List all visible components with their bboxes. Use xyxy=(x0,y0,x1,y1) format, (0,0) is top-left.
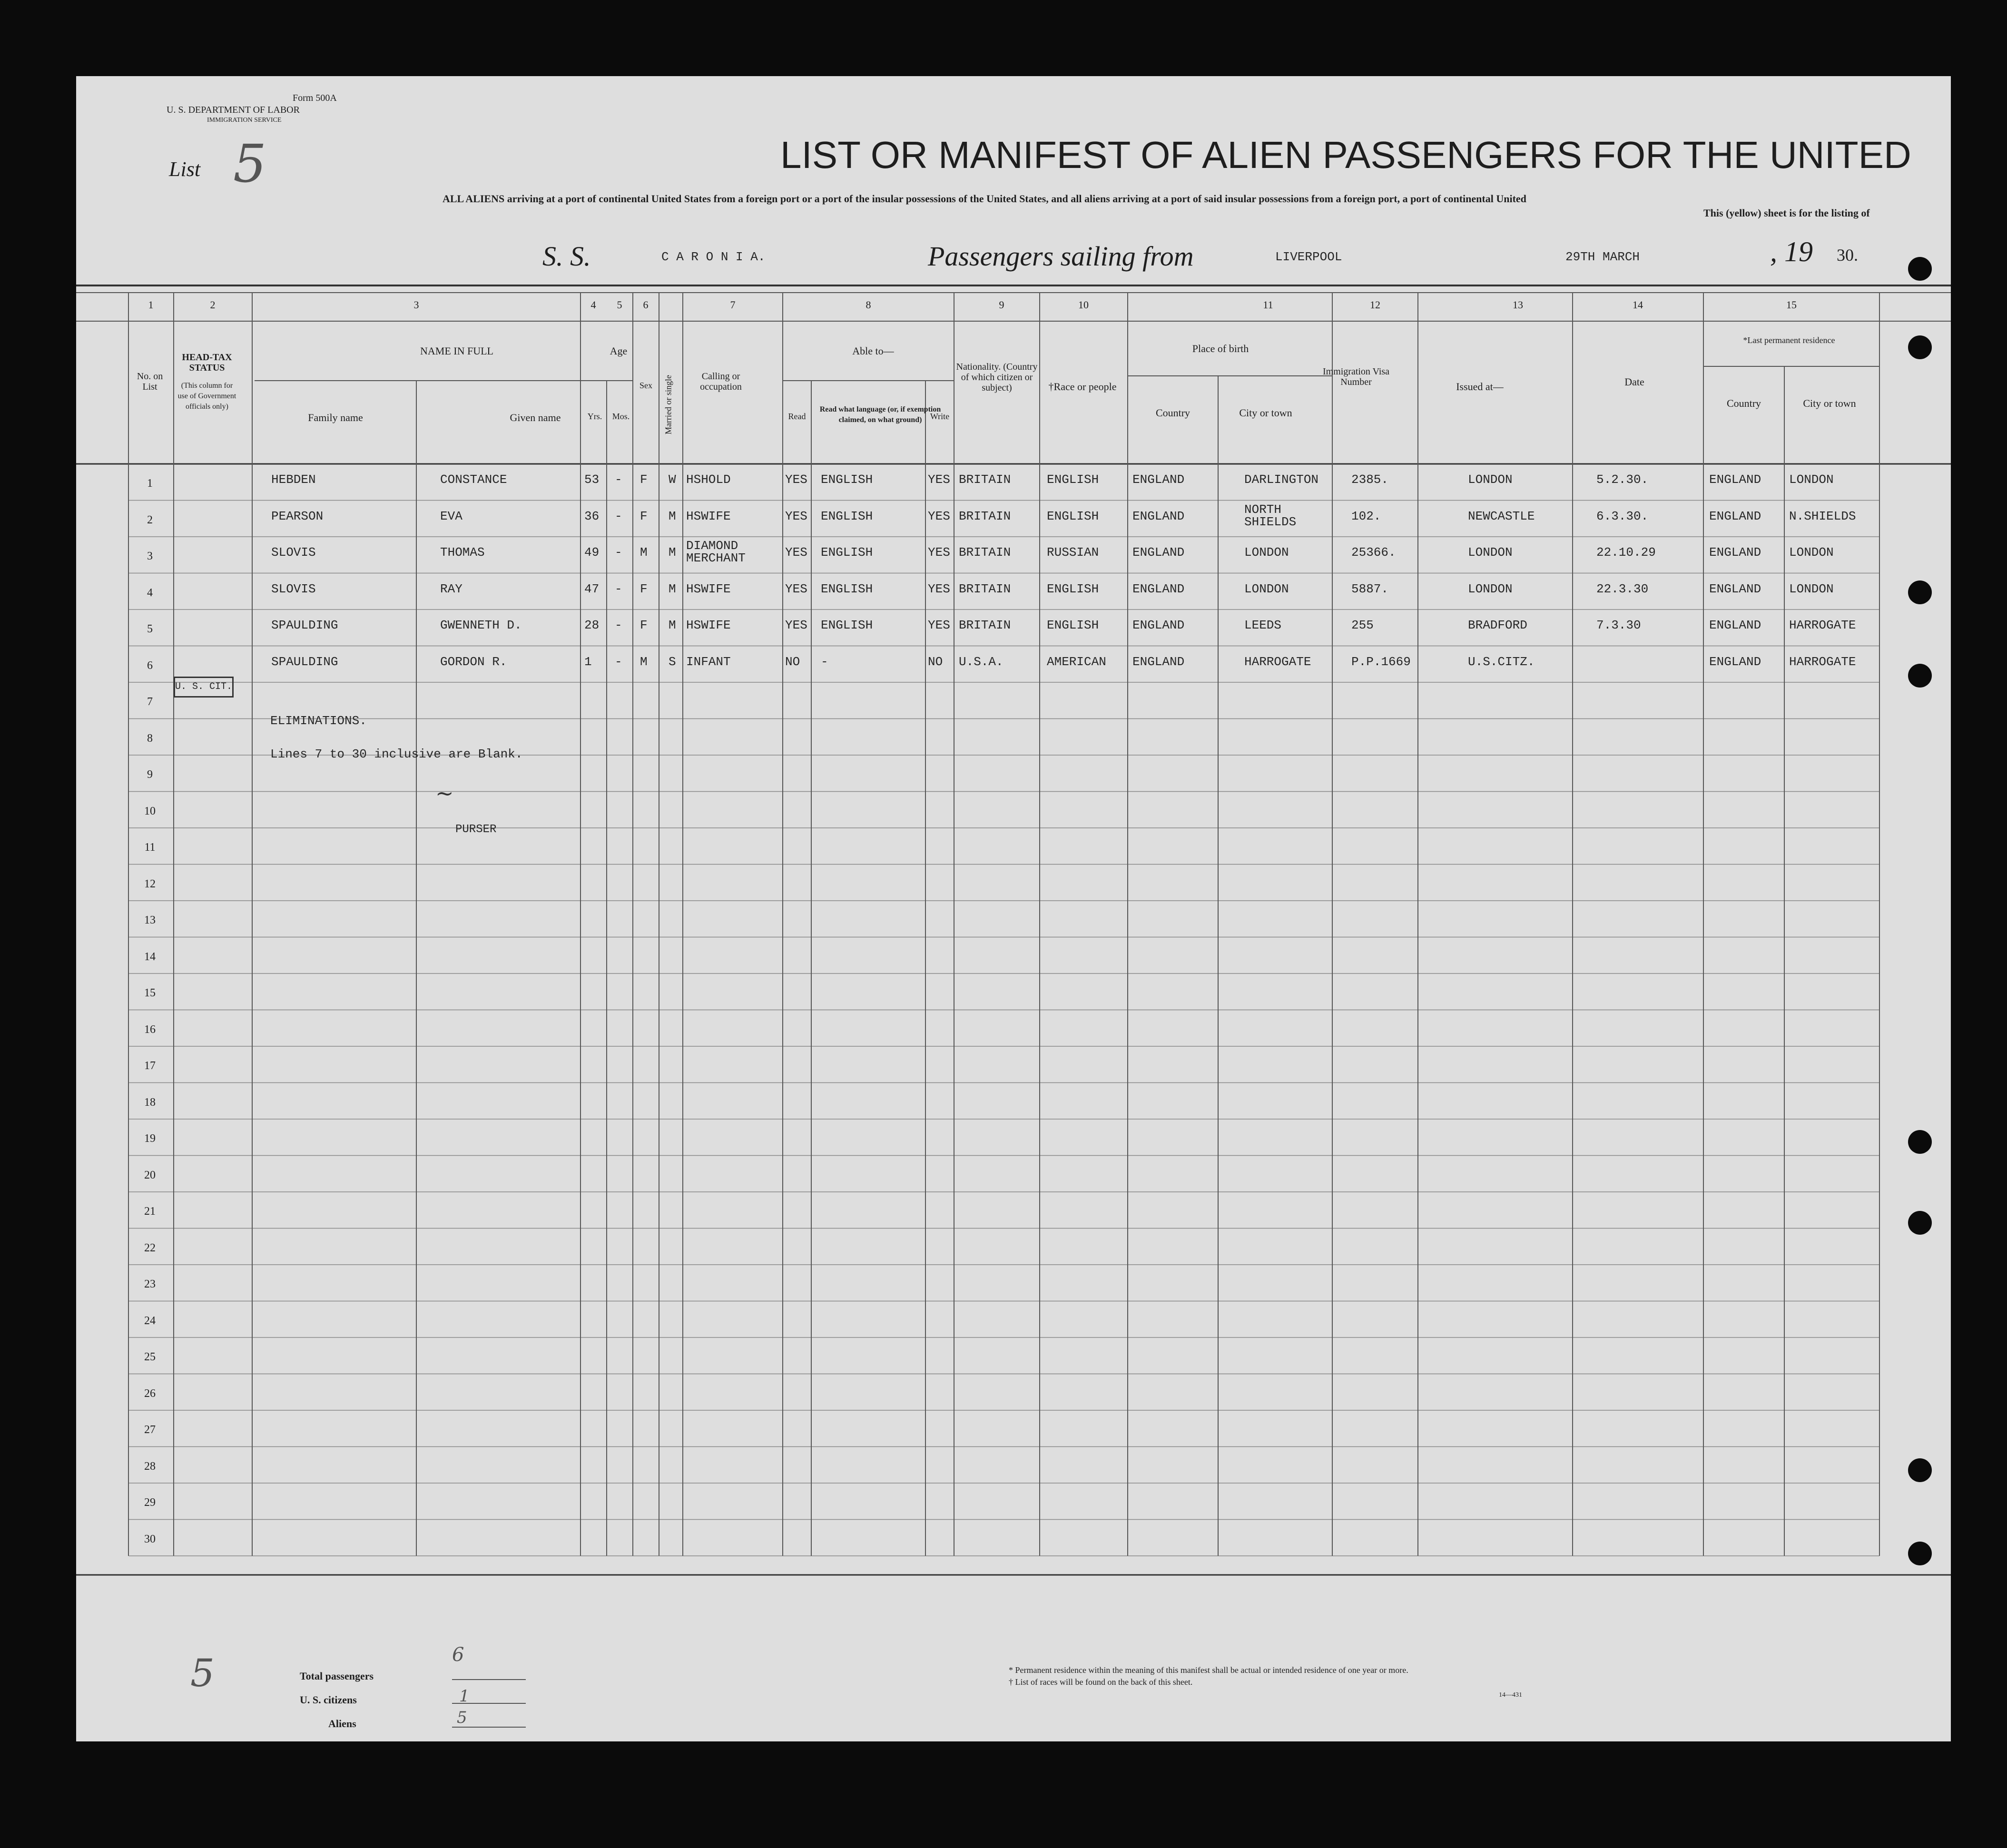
column-number: 15 xyxy=(1786,299,1797,311)
cell-sex: F xyxy=(640,472,648,487)
row-number: 10 xyxy=(144,805,156,817)
cell-issued: BRADFORD xyxy=(1468,618,1527,632)
departure-port: LIVERPOOL xyxy=(1275,250,1342,264)
cell-nationality: U.S.A. xyxy=(959,654,1004,669)
row-number: 5 xyxy=(147,623,153,635)
cell-write: YES xyxy=(928,545,950,560)
cell-nationality: BRITAIN xyxy=(959,509,1011,523)
binder-hole xyxy=(1908,1458,1932,1482)
cell-status: M xyxy=(669,509,676,523)
us-citizens-label: U. S. citizens xyxy=(300,1694,357,1706)
column-number: 6 xyxy=(643,299,649,311)
cell-read: YES xyxy=(785,472,807,487)
cell-family: SLOVIS xyxy=(271,581,316,596)
row-number: 30 xyxy=(144,1533,156,1545)
column-number: 4 xyxy=(590,299,596,311)
manifest-sheet xyxy=(76,76,1951,1741)
row-number: 12 xyxy=(144,877,156,890)
header-head-tax: HEAD-TAX STATUS xyxy=(182,352,232,373)
column-number: 1 xyxy=(148,299,154,311)
cell-issued: U.S.CITZ. xyxy=(1468,654,1535,669)
cell-read: YES xyxy=(785,618,807,632)
header-visa: Immigration Visa Number xyxy=(1322,366,1390,387)
cell-mos: - xyxy=(615,654,622,669)
header-able-to: Able to— xyxy=(852,345,894,357)
header-res-city: City or town xyxy=(1803,397,1856,409)
column-number: 8 xyxy=(866,299,871,311)
cell-birth-city: LONDON xyxy=(1244,545,1289,560)
corner-mark: 5 xyxy=(190,1651,215,1695)
binder-hole xyxy=(1908,1542,1932,1565)
cell-res-country: ENGLAND xyxy=(1709,472,1761,487)
cell-status: M xyxy=(669,581,676,596)
cell-res-country: ENGLAND xyxy=(1709,545,1761,560)
list-number: 5 xyxy=(233,133,266,194)
cell-given: RAY xyxy=(440,581,462,596)
cell-read: YES xyxy=(785,581,807,596)
cell-given: EVA xyxy=(440,509,462,523)
header-name-in-full: NAME IN FULL xyxy=(420,345,493,357)
header-nationality: Nationality. (Country of which citizen or subject) xyxy=(956,362,1038,393)
cell-write: YES xyxy=(928,472,950,487)
row-number: 26 xyxy=(144,1387,156,1400)
cell-res-country: ENGLAND xyxy=(1709,509,1761,523)
row-number: 27 xyxy=(144,1424,156,1436)
column-number: 9 xyxy=(999,299,1004,311)
cell-birth-country: ENGLAND xyxy=(1132,509,1185,523)
cell-nationality: BRITAIN xyxy=(959,545,1011,560)
cell-status: W xyxy=(669,472,676,487)
binder-hole xyxy=(1908,580,1932,604)
header-read-language: Read what language (or, if exemption claimed, on what ground) xyxy=(819,405,941,424)
row-number: 6 xyxy=(147,659,153,672)
year-label: , 19 xyxy=(1770,236,1813,267)
subtitle-line2: This (yellow) sheet is for the listing of xyxy=(1703,207,1870,219)
cell-write: NO xyxy=(928,654,943,669)
cell-res-city: HARROGATE xyxy=(1789,654,1856,669)
service-label: IMMIGRATION SERVICE xyxy=(207,117,282,124)
cell-birth-country: ENGLAND xyxy=(1132,472,1185,487)
cell-visa: P.P.1669 xyxy=(1351,654,1411,669)
page-title: LIST OR MANIFEST OF ALIEN PASSENGERS FOR THE UNITED xyxy=(780,134,1911,176)
cell-visa: 255 xyxy=(1351,618,1374,632)
cell-read: YES xyxy=(785,545,807,560)
header-write: Write xyxy=(930,412,950,421)
row-number: 7 xyxy=(147,696,153,708)
purser-label: PURSER xyxy=(455,823,497,836)
cell-language: ENGLISH xyxy=(821,545,873,560)
cell-family: PEARSON xyxy=(271,509,324,523)
cell-read: NO xyxy=(785,654,800,669)
row-number: 15 xyxy=(144,987,156,999)
cell-occupation: HSWIFE xyxy=(686,509,731,523)
cell-birth-city: DARLINGTON xyxy=(1244,472,1319,487)
cell-visa: 5887. xyxy=(1351,581,1389,596)
cell-write: YES xyxy=(928,581,950,596)
row-number: 3 xyxy=(147,550,153,562)
cell-nationality: BRITAIN xyxy=(959,472,1011,487)
cell-issued: LONDON xyxy=(1468,581,1513,596)
cell-sex: F xyxy=(640,509,648,523)
cell-sex: F xyxy=(640,581,648,596)
cell-res-country: ENGLAND xyxy=(1709,581,1761,596)
row-number: 28 xyxy=(144,1460,156,1473)
cell-race: RUSSIAN xyxy=(1047,545,1099,560)
cell-sex: F xyxy=(640,618,648,632)
cell-res-country: ENGLAND xyxy=(1709,618,1761,632)
list-label: List xyxy=(169,157,201,181)
row-number: 25 xyxy=(144,1351,156,1363)
header-given-name: Given name xyxy=(510,412,561,423)
row-number: 16 xyxy=(144,1023,156,1036)
cell-given: THOMAS xyxy=(440,545,485,560)
cell-yrs: 47 xyxy=(584,581,600,596)
binder-hole xyxy=(1908,1211,1932,1235)
column-number: 2 xyxy=(210,299,216,311)
cell-status: M xyxy=(669,618,676,632)
binder-hole xyxy=(1908,664,1932,688)
subtitle-line1: ALL ALIENS arriving at a port of continental United States from a foreign port or a port of the insular possessions of the United States, and all aliens arriving at a port of said insular possessions from a foreign port, a port of continental United xyxy=(443,193,1526,205)
header-married: Married or single xyxy=(663,375,673,434)
cell-res-city: LONDON xyxy=(1789,581,1834,596)
header-read: Read xyxy=(788,412,806,421)
cell-res-country: ENGLAND xyxy=(1709,654,1761,669)
cell-sex: M xyxy=(640,654,648,669)
cell-res-city: LONDON xyxy=(1789,545,1834,560)
cell-nationality: BRITAIN xyxy=(959,581,1011,596)
cell-yrs: 1 xyxy=(584,654,592,669)
sailing-label: Passengers sailing from xyxy=(928,241,1194,272)
cell-visa-date: 6.3.30. xyxy=(1596,509,1649,523)
column-number: 12 xyxy=(1370,299,1380,311)
row-number: 29 xyxy=(144,1496,156,1509)
cell-res-city: HARROGATE xyxy=(1789,618,1856,632)
header-race: †Race or people xyxy=(1048,381,1117,393)
cell-birth-country: ENGLAND xyxy=(1132,618,1185,632)
row-number: 21 xyxy=(144,1205,156,1218)
cell-race: ENGLISH xyxy=(1047,509,1099,523)
cell-family: SLOVIS xyxy=(271,545,316,560)
cell-birth-city: LONDON xyxy=(1244,581,1289,596)
cell-birth-country: ENGLAND xyxy=(1132,545,1185,560)
column-number: 13 xyxy=(1513,299,1523,311)
row-number: 4 xyxy=(147,586,153,599)
cell-race: ENGLISH xyxy=(1047,472,1099,487)
cell-birth-city: LEEDS xyxy=(1244,618,1282,632)
total-passengers-label: Total passengers xyxy=(300,1670,374,1682)
binder-hole xyxy=(1908,335,1932,359)
cell-sex: M xyxy=(640,545,648,560)
binder-hole xyxy=(1908,257,1932,281)
cell-write: YES xyxy=(928,618,950,632)
cell-visa: 25366. xyxy=(1351,545,1396,560)
cell-yrs: 53 xyxy=(584,472,600,487)
header-birth-country: Country xyxy=(1155,407,1190,419)
cell-mos: - xyxy=(615,545,622,560)
row-number: 20 xyxy=(144,1169,156,1181)
header-family-name: Family name xyxy=(308,412,363,423)
cell-mos: - xyxy=(615,509,622,523)
department-label: U. S. DEPARTMENT OF LABOR xyxy=(167,105,300,115)
column-number: 3 xyxy=(413,299,419,311)
cell-family: HEBDEN xyxy=(271,472,316,487)
cell-language: ENGLISH xyxy=(821,472,873,487)
row-number: 17 xyxy=(144,1060,156,1072)
column-number: 5 xyxy=(617,299,622,311)
sailing-date: 29TH MARCH xyxy=(1565,250,1640,264)
ship-name: C A R O N I A. xyxy=(661,250,766,264)
cell-birth-country: ENGLAND xyxy=(1132,581,1185,596)
purser-signature: ~ xyxy=(435,780,454,806)
header-no-on-list: No. on List xyxy=(137,371,163,392)
row-number: 22 xyxy=(144,1241,156,1254)
row-number: 24 xyxy=(144,1314,156,1327)
cell-yrs: 36 xyxy=(584,509,600,523)
table-rules xyxy=(76,76,1951,1741)
header-issued-at: Issued at— xyxy=(1456,381,1504,393)
cell-read: YES xyxy=(785,509,807,523)
header-head-tax-note: (This column for use of Government officials only) xyxy=(177,382,236,411)
header-last-residence: *Last permanent residence xyxy=(1743,335,1835,345)
cell-birth-city: HARROGATE xyxy=(1244,654,1311,669)
cell-write: YES xyxy=(928,509,950,523)
cell-family: SPAULDING xyxy=(271,654,338,669)
row-number: 9 xyxy=(147,768,153,781)
eliminations-note: ELIMINATIONS. xyxy=(270,714,367,728)
blank-lines-note: Lines 7 to 30 inclusive are Blank. xyxy=(270,747,523,761)
cell-occupation: HSWIFE xyxy=(686,581,731,596)
column-number: 11 xyxy=(1263,299,1273,311)
cell-visa: 2385. xyxy=(1351,472,1389,487)
header-age: Age xyxy=(610,345,628,357)
cell-given: CONSTANCE xyxy=(440,472,507,487)
cell-issued: LONDON xyxy=(1468,545,1513,560)
cell-occupation: INFANT xyxy=(686,654,731,669)
cell-language: - xyxy=(821,654,828,669)
cell-birth-country: ENGLAND xyxy=(1132,654,1185,669)
cell-issued: NEWCASTLE xyxy=(1468,509,1535,523)
row-number: 1 xyxy=(147,477,153,490)
column-number: 10 xyxy=(1078,299,1089,311)
cell-visa-date: 22.10.29 xyxy=(1596,545,1656,560)
cell-status: S xyxy=(669,654,676,669)
cell-visa-date: 7.3.30 xyxy=(1596,618,1641,632)
aliens-value: 5 xyxy=(457,1708,467,1727)
cell-language: ENGLISH xyxy=(821,581,873,596)
cell-birth-city: NORTH SHIELDS xyxy=(1244,502,1297,529)
cell-race: ENGLISH xyxy=(1047,618,1099,632)
footnote-residence: * Permanent residence within the meaning of this manifest shall be actual or intended residence of one year or more. xyxy=(1009,1665,1408,1675)
header-sex: Sex xyxy=(639,381,652,390)
cell-given: GORDON R. xyxy=(440,654,507,669)
cell-visa: 102. xyxy=(1351,509,1381,523)
footnote-races: † List of races will be found on the back of this sheet. xyxy=(1009,1677,1193,1687)
row-number: 14 xyxy=(144,950,156,963)
cell-occupation: HSWIFE xyxy=(686,618,731,632)
header-birth-city: City or town xyxy=(1239,407,1292,419)
year-value: 30. xyxy=(1837,246,1858,265)
cell-status: M xyxy=(669,545,676,560)
header-mos: Mos. xyxy=(612,412,630,421)
cell-occupation: DIAMOND MERCHANT xyxy=(686,539,746,565)
header-visa-date: Date xyxy=(1624,376,1644,388)
ss-label: S. S. xyxy=(542,241,591,272)
row-number: 19 xyxy=(144,1132,156,1145)
cell-res-city: N.SHIELDS xyxy=(1789,509,1856,523)
cell-res-city: LONDON xyxy=(1789,472,1834,487)
cell-race: ENGLISH xyxy=(1047,581,1099,596)
row-number: 13 xyxy=(144,914,156,926)
form-number: Form 500A xyxy=(293,93,337,103)
cell-given: GWENNETH D. xyxy=(440,618,522,632)
cell-occupation: HSHOLD xyxy=(686,472,731,487)
header-calling: Calling or occupation xyxy=(700,371,742,392)
row-number: 2 xyxy=(147,513,153,526)
cell-mos: - xyxy=(615,472,622,487)
cell-race: AMERICAN xyxy=(1047,654,1106,669)
header-res-country: Country xyxy=(1726,397,1761,409)
cell-nationality: BRITAIN xyxy=(959,618,1011,632)
row-number: 18 xyxy=(144,1096,156,1109)
cell-language: ENGLISH xyxy=(821,509,873,523)
column-number: 7 xyxy=(730,299,736,311)
cell-visa-date: 5.2.30. xyxy=(1596,472,1649,487)
header-yrs: Yrs. xyxy=(587,412,602,421)
cell-mos: - xyxy=(615,618,622,632)
row-number: 8 xyxy=(147,732,153,745)
cell-mos: - xyxy=(615,581,622,596)
row-number: 11 xyxy=(144,841,156,854)
total-passengers-value: 6 xyxy=(452,1644,464,1666)
column-number: 14 xyxy=(1633,299,1643,311)
aliens-label: Aliens xyxy=(328,1718,356,1730)
binder-hole xyxy=(1908,1130,1932,1154)
us-citizens-value: 1 xyxy=(459,1687,470,1706)
cell-yrs: 49 xyxy=(584,545,600,560)
row-number: 23 xyxy=(144,1278,156,1290)
cell-visa-date: 22.3.30 xyxy=(1596,581,1649,596)
cell-language: ENGLISH xyxy=(821,618,873,632)
cell-issued: LONDON xyxy=(1468,472,1513,487)
cell-yrs: 28 xyxy=(584,618,600,632)
us-cit-stamp: U. S. CIT. xyxy=(174,677,234,698)
print-code: 14—431 xyxy=(1499,1691,1522,1699)
header-place-of-birth: Place of birth xyxy=(1192,343,1249,354)
cell-family: SPAULDING xyxy=(271,618,338,632)
